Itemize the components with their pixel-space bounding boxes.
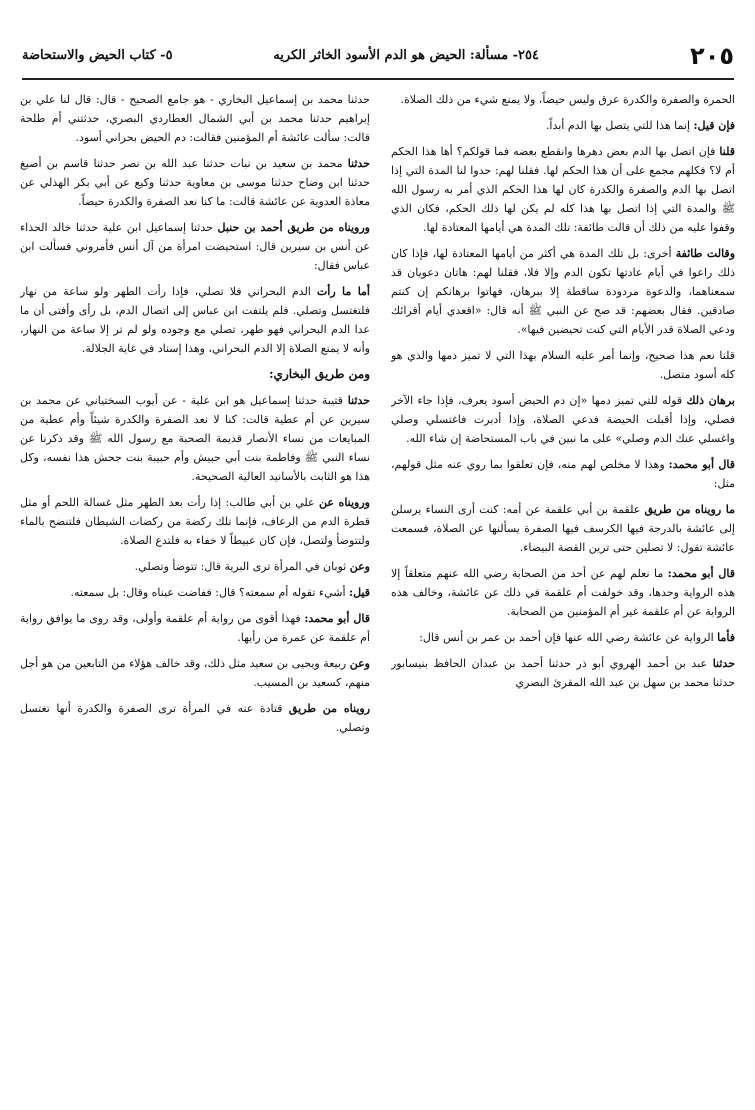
paragraph-lead: قيل: bbox=[349, 586, 370, 599]
paragraph bbox=[391, 628, 735, 647]
section-title: ٥- كتاب الحيض والاستحاضة bbox=[22, 48, 173, 63]
paragraph-text: فهذا أقوى من رواية أم علقمة وأولى، وقد روى ما يوافق رواية أم علقمة عن عمرة من رأيها. bbox=[20, 612, 370, 644]
paragraph bbox=[391, 654, 735, 692]
paragraph-text: وهذا لا مخلص لهم منه، فإن تعلقوا بما روي عنه مثل قولهم، مثل: bbox=[391, 458, 735, 490]
paragraph-text: علقمة بن أبي علقمة عن أمه: كنت أرى النساء يرسلن إلى عائشة بالدرجة فيها الكرسف فيها الصفرة يسألنها عن الصلاة، فسمعت عائشة تقول: لا تصلين حتى ترين القصة البيضاء. bbox=[391, 503, 735, 554]
paragraph bbox=[391, 564, 735, 621]
paragraph-lead: وعن bbox=[349, 657, 370, 670]
paragraph-text: قوله للتي تميز دمها «إن دم الحيض أسود يعرف، فإذا جاء الآخر فصلي، وإذا أقبلت الحيضة فدعي الصلاة، وإذا أدبرت فاغتسلي وصلي واغسلي عنك الدم وصلي» على ما نبين في باب المستحاضة إن شاء الله. bbox=[391, 394, 735, 445]
paragraph bbox=[20, 557, 370, 576]
paragraph bbox=[20, 218, 370, 275]
paragraph bbox=[20, 609, 370, 647]
paragraph-text: حدثنا إسماعيل ابن علية حدثنا خالد الحذاء عن أنس بن سيرين قال: استحيضت امرأة من آل أنس فأمروني فسألت ابن عباس فقال: bbox=[20, 221, 370, 272]
paragraph-text: الرواية عن عائشة رضي الله عنها فإن أحمد بن عمر بن أنس قال: bbox=[419, 631, 718, 644]
paragraph-text: أخرى: بل تلك المدة هي أكثر من أيامها المعتادة لها، فإذا كان ذلك راعوا في أيام عادتها تكون الدم وإلا فلا، فقلنا لهم: هاتان دعويان قد سمعناهما، والدعوة مردودة ساقطة إلا ببرهان، فهاتوا برهانكم إن كنتم صادقين. فقال بعضهم: قد صح عن النبي ﷺ أنه قال: «اقعدي أيام أقرائك ودعي الصلاة قدر الأيام التي كنت تحيضين فيها». bbox=[391, 247, 735, 336]
paragraph-lead: حدثنا bbox=[347, 157, 370, 170]
right-column bbox=[391, 90, 735, 1095]
paragraph-lead: برهان ذلك bbox=[686, 394, 735, 407]
paragraph bbox=[391, 116, 735, 135]
paragraph-text: أشيء تقوله أم سمعته؟ قال: ففاضت عيناه وقال: بل سمعته. bbox=[70, 586, 350, 599]
paragraph-lead: وقالت طائفة bbox=[675, 247, 735, 260]
paragraph-text: حدثنا محمد بن إسماعيل البخاري - هو جامع الصحيح - قال: قال لنا علي بن إبراهيم حدثنا محمد بن أبي الشمال العطاردي البصري، حدثتني أم طلحة قالت: سألت عائشة أم المؤمنين فقالت: دم الحيض بحراني أسود. bbox=[20, 93, 370, 144]
paragraph-text: فإن اتصل بها الدم بعض دهرها وانقطع بعضه فما قولكم؟ أها هذا الحكم أم لا؟ فكلهم مجمع على أن هذا الحكم لها. فقلنا لهم: حدوا لنا المدة التي إذا اتصل بها الدم والصفرة والكدرة كان لها هذا الحكم الذي أمر به رسول الله ﷺ والمدة التي إذا اتصل بها هذا كله لم يكن لها ذلك الحكم، فكان الذي وقفوا عليه من ذلك أن قالت طائفة: تلك المدة هي أيامها المعتادة لها. bbox=[391, 145, 735, 234]
paragraph-text: قتادة عنه في المرأة ترى الصفرة والكدرة أنها تغتسل وتصلي. bbox=[20, 702, 370, 734]
paragraph-text: عبد بن أحمد الهروي أبو ذر حدثنا أحمد بن عبدان الحافظ بنيسابور حدثنا محمد بن سهل بن عبد الله المقرئ البصري bbox=[391, 657, 735, 689]
paragraph-lead: ورويناه من طريق أحمد بن حنبل bbox=[217, 221, 370, 234]
paragraph-lead: قلنا bbox=[719, 145, 735, 158]
paragraph bbox=[391, 142, 735, 237]
paragraph bbox=[391, 455, 735, 493]
paragraph-lead: ما رويناه من طريق bbox=[644, 503, 735, 516]
paragraph-lead: قال أبو محمد: bbox=[304, 612, 370, 625]
paragraph-text: ما نعلم لهم عن أحد من الصحابة رضي الله عنهم متعلقاً إلا هذه الرواية وحدها، وقد خولفت أم علقمة في ذلك عن عائشة، وخالف هذه الرواية عن أم علقمة غير أم المؤمنين من الصحابة. bbox=[391, 567, 735, 618]
paragraph-text: قلنا نعم هذا صحيح، وإنما أمر عليه السلام بهذا التي لا تميز دمها والذي هو كله أسود متصل. bbox=[391, 349, 735, 381]
paragraph-text: قتيبة حدثنا إسماعيل هو ابن علية - عن أيوب السختياني عن محمد بن سيرين عن أم عطية قالت: كنا لا نعد الصفرة والكدرة شيئاً وأم عطية من المبايعات من نساء الأنصار قديمة الصحبة مع رسول الله ﷺ وقد ذكرنا عن نساء النبي ﷺ وفاطمة بنت أبي حبيش وأم حبيبة بنت جحش هذا نفسه، وكل هذا هو الثابت بالأسانيد العالية الصحيحة. bbox=[20, 394, 370, 483]
paragraph-lead: ورويناه عن bbox=[318, 496, 370, 509]
page-number: ٢٠٥ bbox=[690, 42, 734, 70]
paragraph-lead: فإن قيل: bbox=[693, 119, 735, 132]
paragraph-text: محمد بن سعيد بن نبات حدثنا عبد الله بن نصر حدثنا قاسم بن أصبغ حدثنا ابن وضاح حدثنا موسى بن معاوية حدثنا وكيع عن أبي بكر الهذلي عن معاذة العدوية عن عائشة قالت: ما كنا نعد الصفرة والكدرة حيضاً. bbox=[20, 157, 370, 208]
paragraph bbox=[391, 500, 735, 557]
paragraph-lead: أما ما رأت bbox=[316, 285, 370, 298]
paragraph bbox=[20, 391, 370, 486]
paragraph-lead: فأما bbox=[717, 631, 735, 644]
paragraph bbox=[391, 244, 735, 339]
page-header bbox=[22, 40, 734, 88]
paragraph-text: إنما هذا للتي يتصل بها الدم أبداً. bbox=[545, 119, 694, 132]
paragraph bbox=[20, 699, 370, 737]
paragraph-text: الحمرة والصفرة والكدرة عرق وليس حيضاً، ولا يمنع شيء من ذلك الصلاة. bbox=[400, 93, 735, 106]
paragraph bbox=[20, 90, 370, 147]
chapter-title: ٢٥٤- مسألة: الحيض هو الدم الأسود الخاثر الكريه bbox=[273, 48, 539, 63]
paragraph bbox=[20, 583, 370, 602]
subheading-text: ومن طريق البخاري: bbox=[269, 367, 370, 381]
paragraph-text: ثوبان في المرأة ترى البرية قال: تتوضأ وتصلي. bbox=[134, 560, 350, 573]
paragraph-lead: قال أبو محمد: bbox=[668, 458, 735, 471]
paragraph bbox=[20, 654, 370, 692]
subheading bbox=[20, 365, 370, 384]
paragraph bbox=[391, 90, 735, 109]
paragraph-lead: حدثنا bbox=[712, 657, 735, 670]
paragraph-text: علي بن أبي طالب: إذا رأت بعد الطهر مثل غسالة اللحم أو مثل قطرة الدم من الرعاف، فإنما تلك ركضة من ركضات الشيطان فلتنضح بالماء ولتتوضأ ولتصل، فإن كان عبيطاً لا خفاء به فلتدع الصلاة. bbox=[20, 496, 370, 547]
paragraph bbox=[20, 493, 370, 550]
paragraph-lead: رويناه من طريق bbox=[288, 702, 370, 715]
paragraph-lead: وعن bbox=[349, 560, 370, 573]
header-rule bbox=[22, 78, 734, 80]
paragraph-lead: حدثنا bbox=[347, 394, 370, 407]
paragraph bbox=[20, 282, 370, 358]
paragraph bbox=[391, 346, 735, 384]
paragraph-text: الدم البحراني فلا تصلي، فإذا رأت الطهر ولو ساعة من نهار فلتغتسل وتصلي. فلم يلتفت ابن عباس إلى اتصال الدم، بل رأى وأفتى أن ما عدا الدم البحراني فهو طهر، تصلي مع وجوده ولو لم تر إلا ساعة من النهار، وأنه لا يمنع الصلاة إلا الدم البحراني، وهذا إسناد في غاية الجلالة. bbox=[20, 285, 370, 355]
left-column bbox=[20, 90, 370, 1095]
paragraph bbox=[20, 154, 370, 211]
paragraph bbox=[391, 391, 735, 448]
paragraph-text: ربيعة ويحيى بن سعيد مثل ذلك، وقد خالف هؤلاء من التابعين من هو أجل منهم، كسعيد بن المسيب. bbox=[20, 657, 370, 689]
paragraph-lead: قال أبو محمد: bbox=[667, 567, 735, 580]
